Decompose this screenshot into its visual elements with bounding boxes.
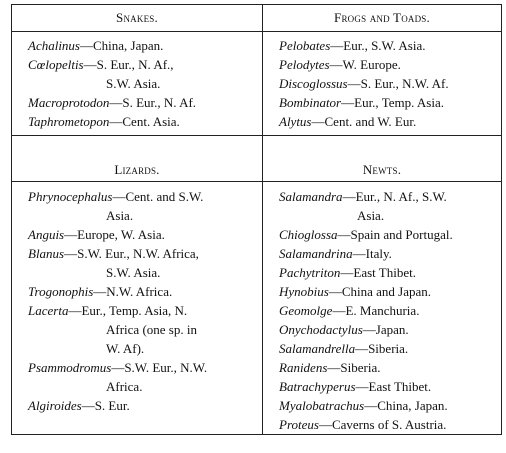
list-item: Pelodytes—W. Europe. — [279, 57, 401, 72]
list-item: Cœlopeltis—S. Eur., N. Af., — [28, 57, 174, 72]
list-item: Anguis—Europe, W. Asia. — [28, 227, 165, 242]
list-item: Discoglossus—S. Eur., N.W. Af. — [279, 76, 449, 91]
list-item: Proteus—Caverns of S. Austria. — [279, 417, 447, 432]
heading-frogs-and-toads: Frogs and Toads. — [334, 10, 430, 25]
heading-lizards: Lizards. — [114, 162, 160, 177]
list-item: Achalinus—China, Japan. — [28, 38, 164, 53]
list-item: Salamandrella—Siberia. — [279, 341, 409, 356]
list-item: Lacerta—Eur., Temp. Asia, N. — [28, 303, 188, 318]
list-item: Myalobatrachus—China, Japan. — [279, 398, 448, 413]
list-item: Phrynocephalus—Cent. and S.W. — [28, 189, 204, 204]
list-item: Macroprotodon—S. Eur., N. Af. — [28, 95, 197, 110]
list-item: Hynobius—China and Japan. — [279, 284, 432, 299]
list-item: Bombinator—Eur., Temp. Asia. — [279, 95, 444, 110]
heading-snakes: Snakes. — [116, 10, 158, 25]
list-item-continuation: S.W. Asia. — [106, 265, 161, 280]
list-item: Salamandra—Eur., N. Af., S.W. — [279, 189, 447, 204]
list-item-continuation: Asia. — [357, 208, 385, 223]
list-item: Blanus—S.W. Eur., N.W. Africa, — [28, 246, 199, 261]
lizards-list — [28, 187, 207, 415]
list-item-continuation: W. Af). — [106, 341, 145, 356]
list-item: Algiroides—S. Eur. — [28, 398, 130, 413]
list-item: Pachytriton—East Thibet. — [279, 265, 416, 280]
list-item-continuation: S.W. Asia. — [106, 76, 161, 91]
frogs-list — [279, 36, 449, 131]
list-item: Taphrometopon—Cent. Asia. — [28, 114, 180, 129]
list-item-continuation: Africa. — [106, 379, 143, 394]
row-divider-lower — [12, 181, 501, 182]
list-item: Trogonophis—N.W. Africa. — [28, 284, 173, 299]
list-item: Geomolge—E. Manchuria. — [279, 303, 420, 318]
column-divider — [262, 5, 263, 434]
list-item: Pelobates—Eur., S.W. Asia. — [279, 38, 426, 53]
list-item: Onychodactylus—Japan. — [279, 322, 409, 337]
snakes-list — [28, 36, 196, 131]
newts-list — [279, 187, 453, 434]
list-item: Alytus—Cent. and W. Eur. — [279, 114, 417, 129]
list-item-continuation: Asia. — [106, 208, 134, 223]
list-item: Psammodromus—S.W. Eur., N.W. — [28, 360, 208, 375]
row-divider-middle — [12, 135, 501, 136]
distribution-table — [11, 4, 502, 435]
list-item: Chioglossa—Spain and Portugal. — [279, 227, 453, 242]
heading-newts: Newts. — [362, 162, 402, 177]
list-item-continuation: Africa (one sp. in — [106, 322, 197, 337]
row-divider-top — [12, 31, 501, 32]
list-item: Ranidens—Siberia. — [279, 360, 381, 375]
list-item: Batrachyperus—East Thibet. — [279, 379, 432, 394]
list-item: Salamandrina—Italy. — [279, 246, 392, 261]
